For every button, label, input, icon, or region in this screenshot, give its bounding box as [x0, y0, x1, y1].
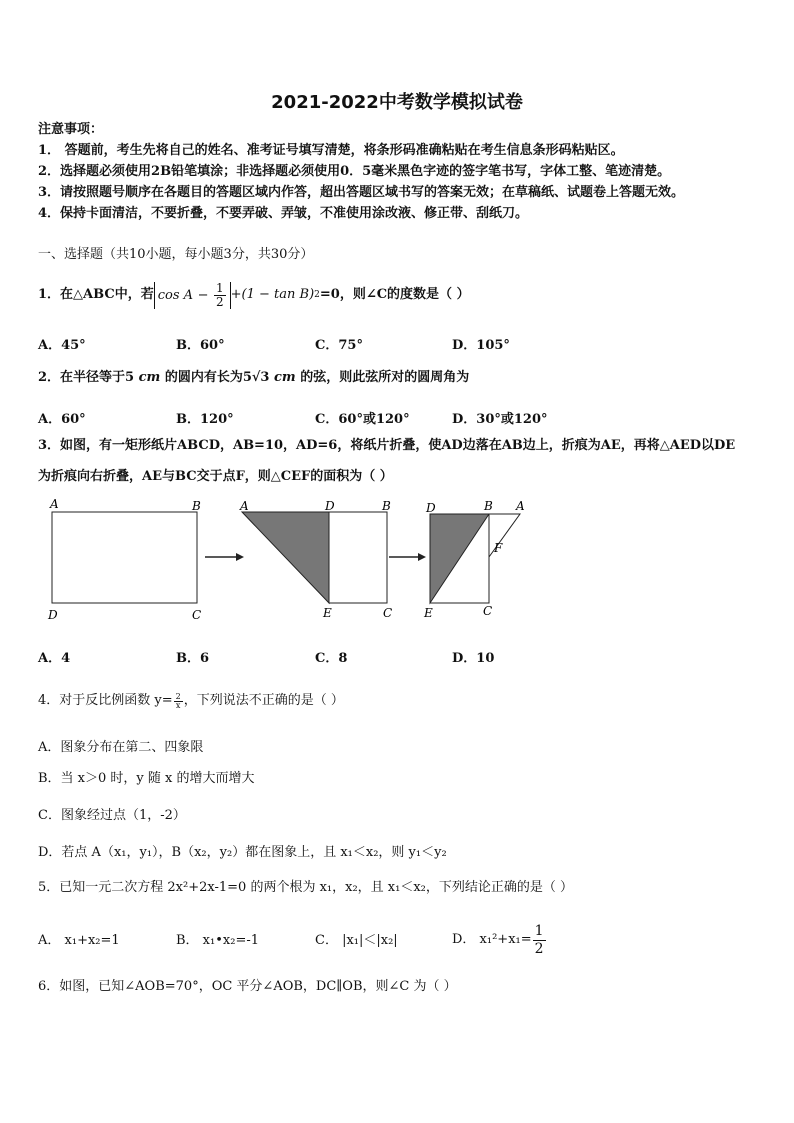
question-6-stem: 6．如图，已知∠AOB=70°，OC 平分∠AOB，DC∥OB，则∠C 为（ ） — [38, 979, 457, 994]
notice-item-4: 4．保持卡面清洁，不要折叠，不要弄破、弄皱，不准使用涂改液、修正带、刮纸刀。 — [38, 206, 529, 221]
notice-item-3: 3．请按照题号顺序在各题目的答题区域内作答，超出答题区域书写的答案无效；在草稿纸、试题卷上答题无效。 — [38, 185, 685, 200]
q2-sqrt: √3 — [251, 370, 270, 385]
q2-prefix: 2．在半径等于5 — [38, 370, 135, 385]
q5-d-frac-num: 1 — [534, 922, 544, 939]
fig2-label-e: E — [323, 606, 332, 620]
q2-unit2: cm — [274, 370, 296, 385]
question-3-line-2: 为折痕向右折叠，AE与BC交于点F，则△CEF的面积为（ ） — [38, 469, 393, 484]
q1-fraction — [214, 282, 226, 309]
q3-option-d: D．10 — [452, 651, 495, 666]
q4-frac-den: x — [175, 700, 181, 710]
arrow-1-head — [236, 553, 244, 561]
q5-option-c: C． |x₁|＜|x₂| — [315, 933, 398, 948]
q5-option-d-label: D． x₁²+x₁= — [452, 932, 532, 947]
q1-option-b: B．60° — [176, 338, 225, 353]
q1-suffix: =0，则∠C的度数是（ ） — [319, 287, 470, 302]
q1-absolute-value — [154, 282, 231, 309]
q4-suffix: ，下列说法不正确的是（ ） — [183, 693, 344, 708]
q2-mid: 的圆内有长为5 — [164, 370, 252, 385]
q4-option-d: D．若点 A（x₁，y₁），B（x₂，y₂）都在图象上，且 x₁＜x₂，则 y₁＜y₂ — [38, 845, 447, 860]
fig3-label-c: C — [483, 604, 493, 618]
fig1-label-b: B — [192, 499, 201, 513]
fig3-label-b: B — [484, 499, 493, 513]
q4-option-c: C．图象经过点（1，-2） — [38, 808, 186, 823]
fig2-folded-triangle — [242, 512, 329, 603]
fig2-label-a: A — [240, 499, 249, 513]
fig3-shaded-triangle — [430, 514, 489, 603]
q1-cos: cos A — [157, 287, 194, 303]
q4-frac-num: 2 — [175, 691, 181, 701]
q2-option-a: A．60° — [38, 412, 86, 427]
fig2-label-b: B — [382, 499, 391, 513]
q1-frac-num: 1 — [216, 280, 224, 295]
q2-suffix: 的弦，则此弦所对的圆周角为 — [300, 370, 470, 385]
section-heading: 一、选择题（共10小题，每小题3分，共30分） — [38, 247, 314, 262]
q1-frac-den: 2 — [216, 294, 224, 309]
fig3-label-d: D — [426, 501, 436, 515]
q5-d-frac-den: 2 — [534, 940, 544, 957]
q1-minus: − — [197, 287, 209, 303]
q5-d-fraction — [533, 923, 546, 958]
fig3-label-a: A — [516, 499, 525, 513]
page-title: 2021-2022中考数学模拟试卷 — [271, 92, 523, 113]
q1-prefix: 1．在△ABC中，若 — [38, 287, 154, 302]
fig2-label-c: C — [383, 606, 393, 620]
q4-prefix: 4．对于反比例函数 y= — [38, 693, 173, 708]
q3-option-a: A．4 — [38, 651, 71, 666]
q2-option-b: B．120° — [176, 412, 234, 427]
question-1-stem — [38, 278, 470, 312]
q4-fraction — [174, 693, 183, 710]
q4-option-b: B．当 x＞0 时，y 随 x 的增大而增大 — [38, 771, 255, 786]
fig2-remaining-rectangle — [329, 512, 387, 603]
q4-option-a: A．图象分布在第二、四象限 — [38, 740, 204, 755]
fig1-label-a: A — [50, 497, 59, 511]
question-2-stem — [38, 370, 469, 386]
notice-item-2: 2．选择题必须使用2B铅笔填涂；非选择题必须使用0．5毫米黑色字迹的签字笔书写，字体工整、笔迹清楚。 — [38, 164, 671, 179]
q3-option-c: C．8 — [315, 651, 348, 666]
question-5-stem: 5．已知一元二次方程 2x²+2x-1=0 的两个根为 x₁，x₂，且 x₁＜x₂，下列结论正确的是（ ） — [38, 880, 574, 895]
q2-option-d: D．30°或120° — [452, 412, 548, 427]
question-4-stem — [38, 690, 344, 712]
question-3-line-1: 3．如图，有一矩形纸片ABCD，AB=10，AD=6，将纸片折叠，使AD边落在AB边上，折痕为AE，再将△AED以DE — [38, 438, 736, 453]
q1-option-c: C．75° — [315, 338, 363, 353]
arrow-2-head — [418, 553, 426, 561]
q1-sup: 2 — [314, 290, 320, 300]
q2-unit1: cm — [138, 370, 161, 385]
fig3-label-f: F — [494, 541, 503, 555]
notice-item-1: 1． 答题前，考生先将自己的姓名、准考证号填写清楚，将条形码准确粘贴在考生信息条形码粘贴区。 — [38, 143, 624, 158]
q3-option-b: B．6 — [176, 651, 210, 666]
q2-option-c: C．60°或120° — [315, 412, 410, 427]
fig2-label-d: D — [325, 499, 335, 513]
q3-folding-figure — [40, 495, 580, 625]
q5-option-b: B． x₁•x₂=-1 — [176, 933, 259, 948]
fig1-label-c: C — [192, 608, 202, 622]
fig1-rectangle — [52, 512, 197, 603]
q1-term2: +(1 − tan B) — [230, 287, 315, 302]
fig3-label-e: E — [424, 606, 433, 620]
q5-option-a: A． x₁+x₂=1 — [38, 933, 120, 948]
q5-option-d — [452, 920, 547, 960]
fig1-label-d: D — [48, 608, 58, 622]
notice-heading: 注意事项： — [38, 122, 104, 137]
q1-option-d: D．105° — [452, 338, 510, 353]
q1-option-a: A．45° — [38, 338, 86, 353]
